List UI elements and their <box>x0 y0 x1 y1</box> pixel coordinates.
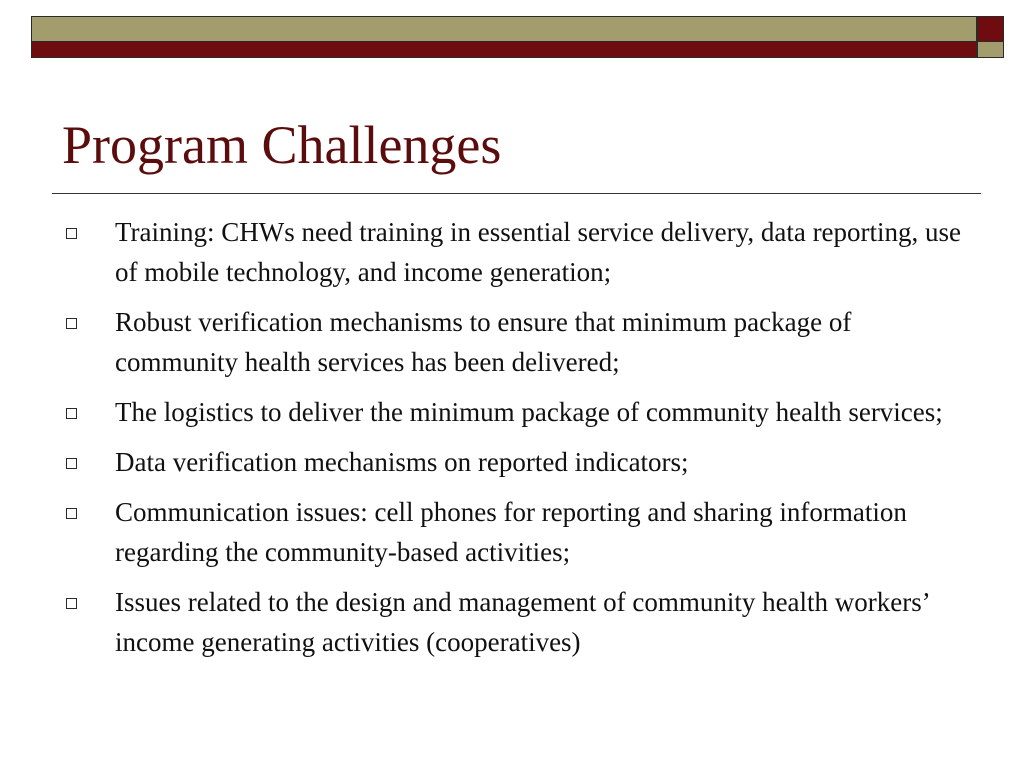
bullet-item <box>62 492 962 572</box>
hollow-square-icon <box>66 228 77 239</box>
hollow-square-icon <box>66 598 77 609</box>
hollow-square-icon <box>66 508 77 519</box>
title-divider <box>52 193 981 194</box>
bullet-item <box>62 302 962 382</box>
header-bar-maroon <box>31 42 977 58</box>
header-bar-olive <box>31 16 977 42</box>
bullet-text: Issues related to the design and management of community health workers’ income generating activities (cooperatives) <box>115 587 929 657</box>
bullet-text: The logistics to deliver the minimum package of community health services; <box>115 397 943 427</box>
bullet-text: Data verification mechanisms on reported indicators; <box>115 447 689 477</box>
hollow-square-icon <box>66 408 77 419</box>
hollow-square-icon <box>66 458 77 469</box>
bullet-text: Robust verification mechanisms to ensure that minimum package of community health services has been delivered; <box>115 307 852 377</box>
slide-title: Program Challenges <box>62 115 502 175</box>
bullet-list <box>62 212 962 672</box>
header-corner-olive <box>977 42 1004 58</box>
hollow-square-icon <box>66 318 77 329</box>
bullet-item <box>62 212 962 292</box>
bullet-item <box>62 392 962 432</box>
bullet-text: Communication issues: cell phones for reporting and sharing information regarding the community-based activities; <box>115 497 907 567</box>
bullet-item <box>62 442 962 482</box>
bullet-item <box>62 582 962 662</box>
bullet-text: Training: CHWs need training in essential service delivery, data reporting, use of mobile technology, and income generation; <box>115 217 962 287</box>
header-corner-maroon <box>977 16 1004 42</box>
